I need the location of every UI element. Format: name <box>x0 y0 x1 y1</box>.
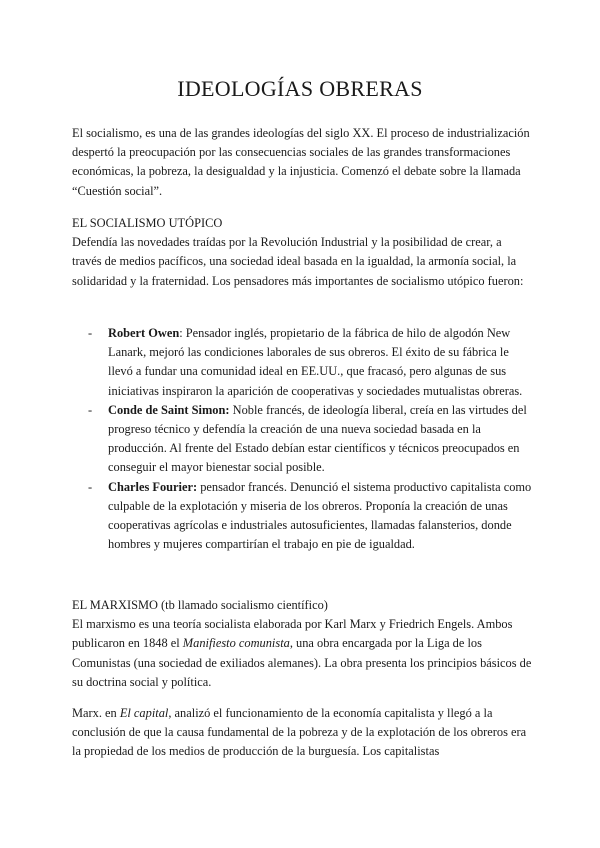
section-body: Defendía las novedades traídas por la Revolución Industrial y la posibilidad de crear, a través de medios pacíficos, una sociedad ideal basada en la igualdad, la armonía social, la solidaridad y la fraternidad. Los pensadores más importantes de socialismo utópico fueron: <box>72 235 524 288</box>
section-heading: EL SOCIALISMO UTÓPICO <box>72 216 223 230</box>
thinker-name: Robert Owen <box>108 326 180 340</box>
thinkers-list <box>72 324 534 554</box>
document-title: IDEOLOGÍAS OBRERAS <box>177 76 423 101</box>
intro-paragraph <box>72 124 534 201</box>
book-title: El capital <box>119 706 169 720</box>
section-heading: EL MARXISMO (tb llamado socialismo científico) <box>72 598 328 612</box>
list-item <box>72 478 534 555</box>
bullet-marker: - <box>88 479 93 494</box>
section-paragraph: El marxismo es una teoría socialista elaborada por Karl Marx y Friedrich Engels. Ambos publicaron en 1848 el Manifiesto comunista, una obra encargada por la Liga de los Comunistas (una sociedad de exiliados alemanes). La obra presenta los principios básicos de su doctrina social y política. <box>72 617 532 689</box>
section-marxismo-continued <box>72 704 534 762</box>
section-paragraph: Marx. en El capital, analizó el funcionamiento de la economía capitalista y llegó a la conclusión de que la causa fundamental de la pobreza y de la explotación de los obreros era la propiedad de los medios de producción de la burguesía. Los capitalistas <box>72 706 527 759</box>
thinker-description: Noble francés, de ideología liberal, creía en las virtudes del progreso técnico y defendía la creación de una nueva sociedad basada en la producción. Al frente del Estado debían estar científicos y técnicos preocupados en conseguir el mayor bienestar social posible. <box>108 402 527 475</box>
section-marxismo <box>72 596 534 692</box>
intro-text: El socialismo, es una de las grandes ideologías del siglo XX. El proceso de industrialización despertó la preocupación por las consecuencias sociales de las grandes transformaciones económicas, la pobreza, la desigualdad y la injusticia. Comenzó el debate sobre la llamada “Cuestión social”. <box>72 126 530 198</box>
bullet-marker: - <box>88 402 93 417</box>
thinker-name: Conde de Saint Simon: <box>108 402 230 417</box>
list-item <box>72 324 534 401</box>
list-item <box>72 401 534 478</box>
section-socialismo-utopico <box>72 214 534 291</box>
thinker-description: pensador francés. Denunció el sistema productivo capitalista como culpable de la explotación y miseria de los obreros. Proponía la creación de unas cooperativas agrícolas e industriales autosuficientes, llamadas falansterios, donde hombres y mujeres compartirían el trabajo en pie de igualdad. <box>108 479 532 552</box>
thinker-description: : Pensador inglés, propietario de la fábrica de hilo de algodón New Lanark, mejoró las condiciones laborales de sus obreros. El éxito de su fábrica le llevó a fundar una comunidad ideal en EE.UU., que fracasó, pero algunas de sus iniciativas inspiraron la aparición de cooperativas y sociedades mutualistas obreras. <box>108 326 523 398</box>
thinker-name: Charles Fourier: <box>108 479 198 494</box>
bullet-marker: - <box>88 326 93 340</box>
book-title: Manifiesto comunista <box>182 636 290 651</box>
